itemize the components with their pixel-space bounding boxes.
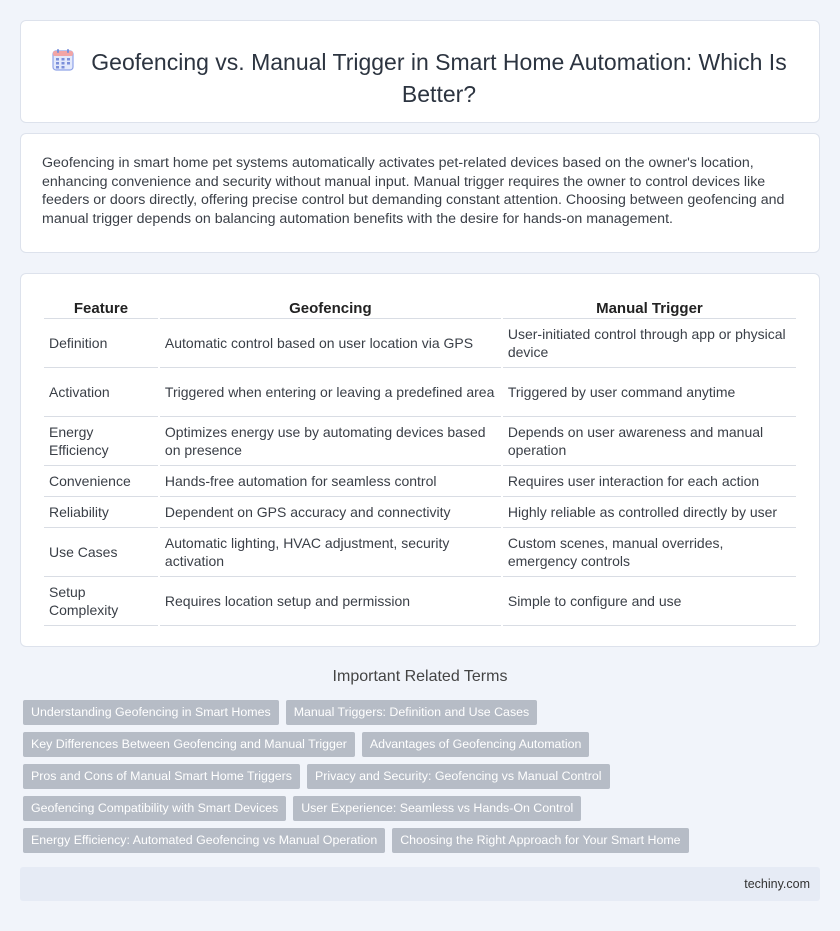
table-cell: Requires location setup and permission	[160, 577, 501, 626]
table-cell: Use Cases	[44, 528, 158, 577]
table-cell: Automatic control based on user location via GPS	[160, 319, 501, 368]
table-cell: Requires user interaction for each action	[503, 466, 796, 497]
column-header-manual-trigger: Manual Trigger	[503, 294, 796, 319]
table-row	[44, 417, 796, 466]
column-header-feature: Feature	[44, 294, 158, 319]
table-cell: Definition	[44, 319, 158, 368]
related-term-link[interactable]: Geofencing Compatibility with Smart Devices	[23, 796, 286, 821]
table-cell: Depends on user awareness and manual operation	[503, 417, 796, 466]
tag-row	[23, 764, 813, 796]
related-term-link[interactable]: Pros and Cons of Manual Smart Home Triggers	[23, 764, 300, 789]
table-row	[44, 497, 796, 528]
table-cell: Convenience	[44, 466, 158, 497]
related-term-link[interactable]: Energy Efficiency: Automated Geofencing vs Manual Operation	[23, 828, 385, 853]
table-cell: Reliability	[44, 497, 158, 528]
footer-site-name: techiny.com	[744, 877, 810, 891]
table-cell: Optimizes energy use by automating devices based on presence	[160, 417, 501, 466]
table-cell: Activation	[44, 368, 158, 417]
related-term-link[interactable]: Key Differences Between Geofencing and Manual Trigger	[23, 732, 355, 757]
related-term-link[interactable]: User Experience: Seamless vs Hands-On Control	[293, 796, 581, 821]
comparison-table-card	[20, 273, 820, 647]
related-term-link[interactable]: Privacy and Security: Geofencing vs Manual Control	[307, 764, 610, 789]
column-header-geofencing: Geofencing	[160, 294, 501, 319]
related-term-link[interactable]: Understanding Geofencing in Smart Homes	[23, 700, 279, 725]
related-term-link[interactable]: Advantages of Geofencing Automation	[362, 732, 589, 757]
table-cell: Automatic lighting, HVAC adjustment, security activation	[160, 528, 501, 577]
table-cell: Hands-free automation for seamless control	[160, 466, 501, 497]
table-row	[44, 466, 796, 497]
related-term-link[interactable]: Manual Triggers: Definition and Use Cases	[286, 700, 538, 725]
tag-row	[23, 700, 813, 732]
table-cell: Triggered when entering or leaving a predefined area	[160, 368, 501, 417]
intro-paragraph: Geofencing in smart home pet systems automatically activates pet-related devices based on the owner's location, enhancing convenience and security without manual input. Manual trigger requires the owner to control devices like feeders or doors directly, offering precise control but demanding constant attention. Choosing between geofencing and manual trigger depends on balancing automation benefits with the desire for hands-on management.	[42, 155, 785, 227]
table-cell: Custom scenes, manual overrides, emergency controls	[503, 528, 796, 577]
intro-card	[20, 133, 820, 253]
table-header-row	[44, 294, 796, 319]
table-cell: Energy Efficiency	[44, 417, 158, 466]
table-cell: Dependent on GPS accuracy and connectivity	[160, 497, 501, 528]
related-term-link[interactable]: Choosing the Right Approach for Your Smart Home	[392, 828, 688, 853]
header-card	[20, 20, 820, 123]
table-row	[44, 319, 796, 368]
comparison-table	[42, 294, 798, 626]
footer	[20, 867, 820, 901]
tag-row	[23, 796, 813, 828]
table-row	[44, 368, 796, 417]
table-cell: Triggered by user command anytime	[503, 368, 796, 417]
tag-row	[23, 732, 813, 764]
related-terms-list	[23, 700, 813, 860]
tag-row	[23, 828, 813, 860]
table-cell: User-initiated control through app or physical device	[503, 319, 796, 368]
table-row	[44, 528, 796, 577]
table-cell: Highly reliable as controlled directly by user	[503, 497, 796, 528]
table-cell: Setup Complexity	[44, 577, 158, 626]
table-row	[44, 577, 796, 626]
page-title: Geofencing vs. Manual Trigger in Smart Home Automation: Which Is Better?	[91, 49, 787, 107]
table-cell: Simple to configure and use	[503, 577, 796, 626]
related-terms-title: Important Related Terms	[332, 668, 508, 685]
